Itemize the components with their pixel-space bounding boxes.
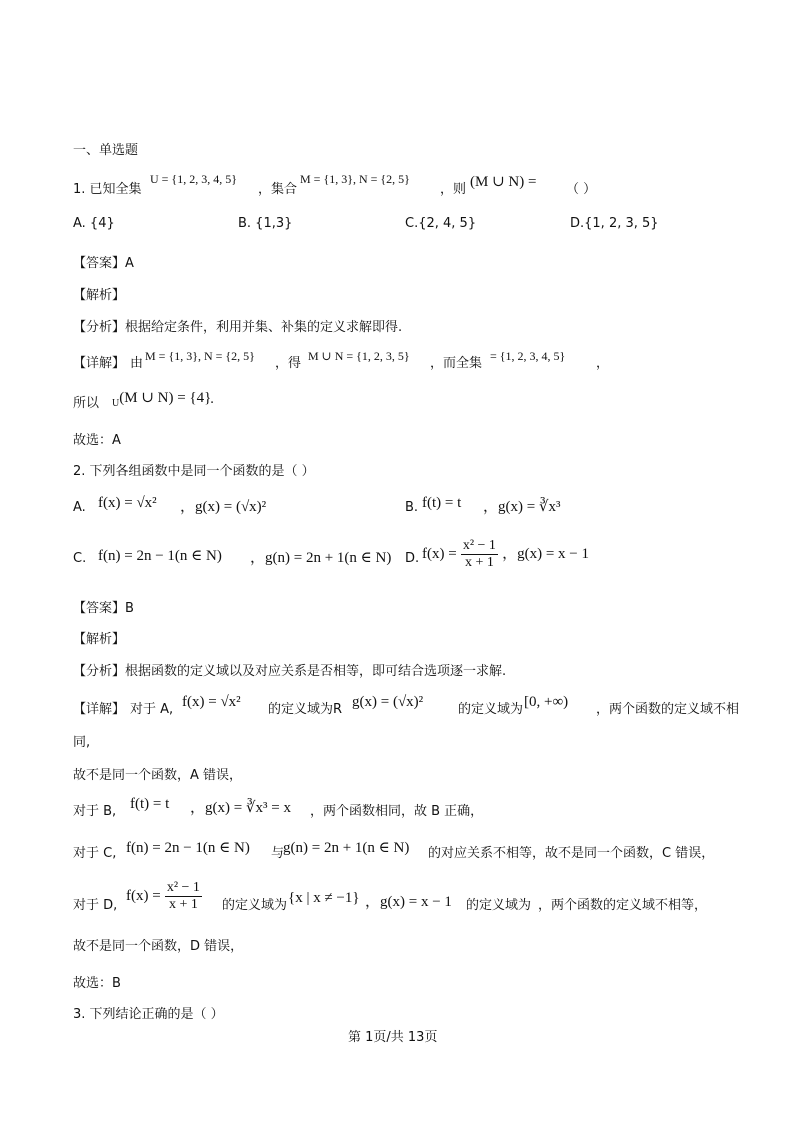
q1-answer xyxy=(73,252,134,271)
q2-a-label: A. xyxy=(73,500,86,515)
q1-sets: M = {1, 3}, N = {2, 5} xyxy=(300,172,410,186)
q1-complement: $_U$(M ∪ N) = {4} xyxy=(112,390,212,409)
q2-xjc-f: f(n) = 2n − 1(n ∈ N) xyxy=(126,840,250,856)
q2-fenxi xyxy=(73,660,506,679)
q2-xjb-g: ，g(x) = ∛x³ = x xyxy=(190,800,291,816)
q1-expression: (M ∪ N) = xyxy=(470,174,537,190)
q1-universal-set: U = {1, 2, 3, 4, 5} xyxy=(150,172,237,186)
q1-xj-quanji: ，而全集 xyxy=(430,356,483,371)
q2-xja-conclusion: 故不是同一个函数，A 错误， xyxy=(73,768,243,783)
q2-xjd-f xyxy=(126,880,202,913)
q2-xjd-label: 对于 D, xyxy=(73,898,118,913)
q1-xj-you: 由 xyxy=(130,356,144,371)
q1-suoyi: 所以 xyxy=(73,396,100,411)
q1-mid: ，集合 xyxy=(258,182,298,197)
q2-xjc-yu: 与 xyxy=(271,846,285,861)
q2-xjb-label: 对于 B, xyxy=(73,804,117,819)
q1-fenxi xyxy=(73,316,402,335)
q1-ze: ，则 xyxy=(440,182,467,197)
q2-xja-domain: 的定义域为 xyxy=(458,702,524,717)
q1-option-d: D.{1, 2, 3, 5} xyxy=(570,216,659,231)
q2-xjd-fraction xyxy=(165,880,202,913)
q2-a-f: f(x) = √x² xyxy=(98,495,157,511)
q1-xiangjie-tag: 【详解】 xyxy=(73,356,126,371)
q2-xiangjie-tag: 【详解】 xyxy=(73,702,126,717)
q2-xjd-f-lhs: f(x) = xyxy=(126,888,161,904)
fenxi-text: 根据函数的定义域以及对应关系是否相等，即可结合选项逐一求解. xyxy=(125,664,507,679)
q2-xjd-domain-label: 的定义域为 xyxy=(222,898,288,913)
q2-xja-tong: 同, xyxy=(73,735,91,750)
q2-xjd-den: x + 1 xyxy=(168,897,198,912)
q2-xjd-domain-label-2: 的定义域为 xyxy=(466,898,532,913)
q2-b-f: f(t) = t xyxy=(422,495,462,511)
fenxi-text: 根据给定条件，利用并集、补集的定义求解即得. xyxy=(125,320,403,335)
q2-xjd-conclusion: 故不是同一个函数，D 错误， xyxy=(73,939,244,954)
q2-d-label: D. xyxy=(405,551,420,566)
q2-xja-interval: [0, +∞) xyxy=(524,694,569,710)
q2-c-f: f(n) = 2n − 1(n ∈ N) xyxy=(98,548,222,564)
q3-stem: 3. 下列结论正确的是（ ） xyxy=(73,1007,224,1022)
q2-d-g: ，g(x) = x − 1 xyxy=(502,546,589,562)
q2-analysis-tag: 【解析】 xyxy=(73,632,126,647)
q1-option-b: B. {1,3} xyxy=(238,216,293,231)
q2-xjc-label: 对于 C, xyxy=(73,846,117,861)
complement-expr: (M ∪ N) = {4} xyxy=(119,390,212,406)
fenxi-tag: 【分析】 xyxy=(73,320,126,335)
q2-xjc-g: g(n) = 2n + 1(n ∈ N) xyxy=(283,840,410,856)
q2-xjd-g: ，g(x) = x − 1 xyxy=(365,894,452,910)
q2-xjd-num: x² − 1 xyxy=(166,880,200,895)
q2-a-g: ，g(x) = (√x)² xyxy=(180,499,267,515)
q2-xjb-conclusion: ，两个函数相同，故 B 正确， xyxy=(310,804,484,819)
answer-tag: 【答案】 xyxy=(73,601,126,616)
q2-c-label: C. xyxy=(73,551,87,566)
q1-prefix: 1. 已知全集 xyxy=(73,182,142,197)
answer-tag: 【答案】 xyxy=(73,256,126,271)
answer-value: B xyxy=(125,601,134,616)
q1-period: . xyxy=(210,392,215,407)
q2-xjd-domain-set: {x | x ≠ −1} xyxy=(288,890,360,906)
q1-xj-U: = {1, 2, 3, 4, 5} xyxy=(490,349,566,363)
q2-d-f-lhs: f(x) = xyxy=(422,546,457,562)
q2-c-g: ，g(n) = 2n + 1(n ∈ N) xyxy=(250,550,392,566)
q2-xja-f: f(x) = √x² xyxy=(182,694,241,710)
page-footer: 第 1页/共 13页 xyxy=(348,1030,438,1045)
q2-d-f xyxy=(422,538,589,571)
q1-xj-union: M ∪ N = {1, 2, 3, 5} xyxy=(308,349,410,363)
q2-answer xyxy=(73,597,134,616)
q2-d-num: x² − 1 xyxy=(462,538,496,553)
q2-xja-label: 对于 A, xyxy=(130,702,174,717)
q2-xjc-conclusion: 的对应关系不相等，故不是同一个函数，C 错误， xyxy=(428,846,715,861)
q1-xj-comma: ， xyxy=(596,356,610,371)
q2-b-label: B. xyxy=(405,500,419,515)
q2-xja-domain-r: 的定义域为R xyxy=(268,702,343,717)
q2-stem: 2. 下列各组函数中是同一个函数的是（ ） xyxy=(73,464,315,479)
q1-option-c: C.{2, 4, 5} xyxy=(405,216,477,231)
q2-xja-tail: ，两个函数的定义域不相 xyxy=(596,702,740,717)
q1-xj-sets: M = {1, 3}, N = {2, 5} xyxy=(145,349,255,363)
q2-xja-g: g(x) = (√x)² xyxy=(352,694,424,710)
q1-paren: （ ） xyxy=(566,182,597,197)
q1-option-a: A. {4} xyxy=(73,216,115,231)
q1-analysis-tag: 【解析】 xyxy=(73,288,126,303)
q2-guxuan: 故选：B xyxy=(73,976,121,991)
q1-guxuan: 故选：A xyxy=(73,433,121,448)
q1-xj-de: ，得 xyxy=(275,356,302,371)
q2-d-den: x + 1 xyxy=(464,555,494,570)
q2-xjb-f: f(t) = t xyxy=(130,796,170,812)
answer-value: A xyxy=(125,256,134,271)
q2-d-fraction xyxy=(461,538,498,571)
q2-xjd-tail: ，两个函数的定义域不相等， xyxy=(538,898,708,913)
q2-b-g: ，g(x) = ∛x³ xyxy=(483,499,561,515)
fenxi-tag: 【分析】 xyxy=(73,664,126,679)
section-heading: 一、单选题 xyxy=(73,143,139,158)
